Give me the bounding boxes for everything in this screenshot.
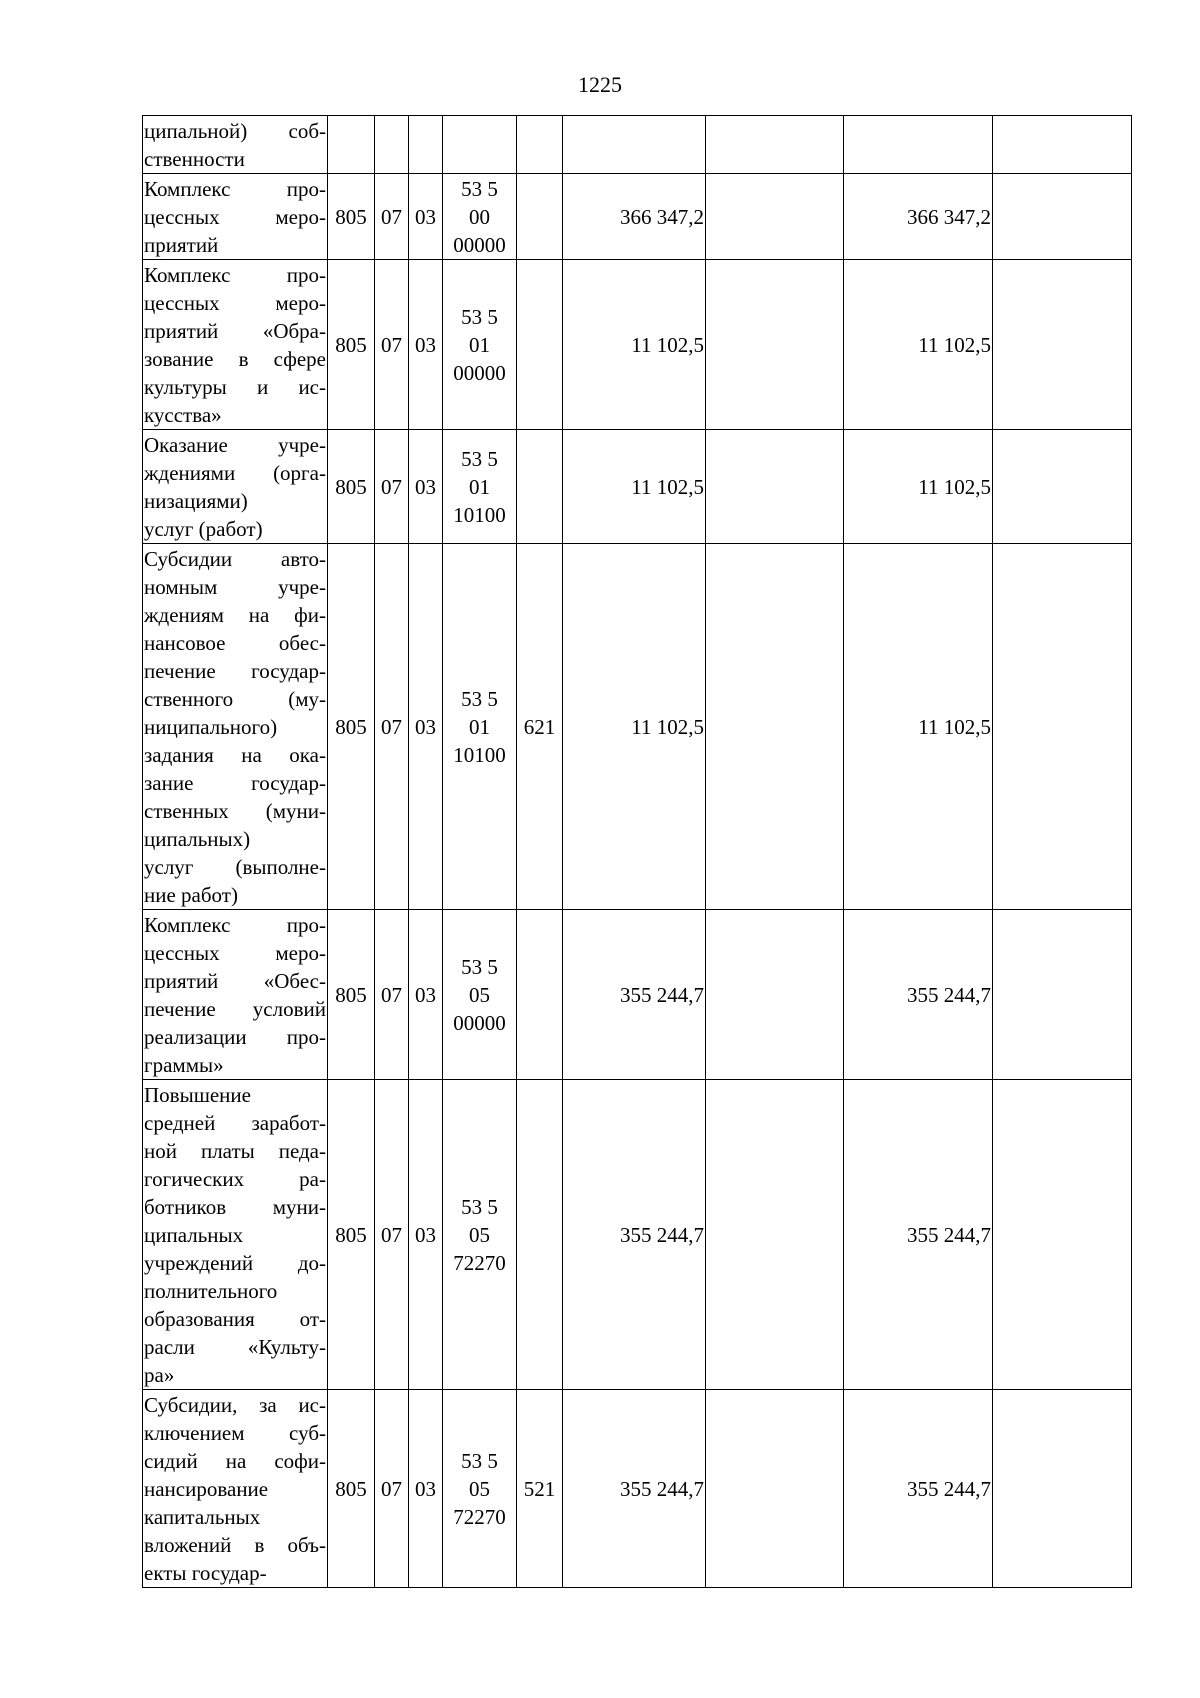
target-article-code — [443, 1080, 517, 1390]
target-article-code — [443, 260, 517, 430]
amount-total: 366 347,2 — [563, 174, 706, 260]
row-name-line: зание государ- — [144, 770, 326, 795]
target-article-line: 53 5 — [461, 1194, 498, 1219]
target-article-line: 72270 — [453, 1250, 506, 1275]
amount-col-4 — [993, 1080, 1132, 1390]
row-name-line: ципальной) соб- — [144, 118, 326, 143]
page-number: 1225 — [578, 72, 622, 97]
row-name-line: зование в сфере — [144, 346, 326, 371]
target-article-line: 00000 — [453, 1010, 506, 1035]
target-article-line: 00000 — [453, 232, 506, 257]
amount-col-2 — [706, 910, 844, 1080]
amount-col-3: 11 102,5 — [844, 544, 993, 910]
row-name-line: ждениями (орга- — [144, 460, 326, 485]
target-article-line: 53 5 — [461, 176, 498, 201]
row-name-line: Оказание учре- — [144, 432, 326, 457]
section-code: 07 — [375, 260, 409, 430]
row-name-line: ключением суб- — [144, 1420, 326, 1445]
table-row — [143, 116, 1132, 174]
amount-col-2 — [706, 116, 844, 174]
target-article-code — [443, 116, 517, 174]
row-name-line: капитальных — [144, 1504, 261, 1529]
row-name-line: низациями) — [144, 488, 248, 513]
row-name — [143, 260, 328, 430]
amount-col-2 — [706, 260, 844, 430]
row-name-line: услуг (работ) — [144, 516, 263, 541]
row-name-line: ра» — [144, 1362, 175, 1387]
table-row — [143, 910, 1132, 1080]
target-article-code — [443, 430, 517, 544]
target-article-line: 01 — [469, 332, 490, 357]
row-name-line: вложений в объ- — [144, 1532, 326, 1557]
row-name-line: Комплекс про- — [144, 262, 326, 287]
expense-type-code — [517, 910, 563, 1080]
target-article-line: 01 — [469, 714, 490, 739]
amount-col-2 — [706, 544, 844, 910]
row-name-line: кусства» — [144, 402, 222, 427]
budget-table — [142, 115, 1132, 1588]
amount-total: 11 102,5 — [563, 430, 706, 544]
target-article-code — [443, 910, 517, 1080]
ved-code: 805 — [328, 174, 375, 260]
row-name — [143, 116, 328, 174]
row-name-line: цессных меро- — [144, 940, 326, 965]
amount-col-2 — [706, 1080, 844, 1390]
row-name-line: граммы» — [144, 1052, 224, 1077]
row-name-line: образования от- — [144, 1306, 326, 1331]
row-name-line: приятий «Обра- — [144, 318, 326, 343]
row-name-line: ципальных — [144, 1222, 244, 1247]
table-row — [143, 1080, 1132, 1390]
row-name-line: цессных меро- — [144, 290, 326, 315]
row-name-line: культуры и ис- — [144, 374, 326, 399]
amount-total: 355 244,7 — [563, 1390, 706, 1588]
table-row — [143, 174, 1132, 260]
row-name — [143, 1390, 328, 1588]
row-name-line: ственности — [144, 146, 245, 171]
section-code: 07 — [375, 174, 409, 260]
subsection-code: 03 — [409, 174, 443, 260]
expense-type-code — [517, 260, 563, 430]
target-article-line: 72270 — [453, 1504, 506, 1529]
row-name-line: нансовое обес- — [144, 630, 326, 655]
row-name-line: Субсидии, за ис- — [144, 1392, 326, 1417]
amount-total: 11 102,5 — [563, 544, 706, 910]
table-row — [143, 544, 1132, 910]
ved-code: 805 — [328, 1390, 375, 1588]
amount-col-3 — [844, 116, 993, 174]
ved-code: 805 — [328, 1080, 375, 1390]
expense-type-code — [517, 116, 563, 174]
row-name-line: сидий на софи- — [144, 1448, 326, 1473]
ved-code: 805 — [328, 910, 375, 1080]
amount-col-4 — [993, 1390, 1132, 1588]
expense-type-code — [517, 1080, 563, 1390]
amount-col-2 — [706, 430, 844, 544]
target-article-line: 05 — [469, 982, 490, 1007]
ved-code — [328, 116, 375, 174]
target-article-line: 53 5 — [461, 304, 498, 329]
section-code: 07 — [375, 430, 409, 544]
target-article-line: 05 — [469, 1222, 490, 1247]
amount-col-4 — [993, 260, 1132, 430]
row-name-line: печение условий — [144, 996, 326, 1021]
row-name-line: ботников муни- — [144, 1194, 326, 1219]
row-name-line: ной платы педа- — [144, 1138, 326, 1163]
amount-total: 11 102,5 — [563, 260, 706, 430]
table-body — [143, 116, 1132, 1588]
row-name-line: Комплекс про- — [144, 912, 326, 937]
table-row — [143, 430, 1132, 544]
row-name-line: екты государ- — [144, 1560, 267, 1585]
row-name-line: цессных меро- — [144, 204, 326, 229]
amount-total: 355 244,7 — [563, 1080, 706, 1390]
subsection-code: 03 — [409, 544, 443, 910]
expense-type-code: 621 — [517, 544, 563, 910]
section-code: 07 — [375, 544, 409, 910]
target-article-line: 53 5 — [461, 446, 498, 471]
amount-col-2 — [706, 174, 844, 260]
target-article-line: 53 5 — [461, 1448, 498, 1473]
subsection-code: 03 — [409, 430, 443, 544]
row-name-line: задания на ока- — [144, 742, 326, 767]
amount-col-3: 355 244,7 — [844, 910, 993, 1080]
row-name-line: печение государ- — [144, 658, 326, 683]
amount-col-3: 366 347,2 — [844, 174, 993, 260]
ved-code: 805 — [328, 544, 375, 910]
amount-col-4 — [993, 174, 1132, 260]
section-code: 07 — [375, 910, 409, 1080]
target-article-line: 00 — [469, 204, 490, 229]
row-name-line: Комплекс про- — [144, 176, 326, 201]
row-name-line: приятий «Обес- — [144, 968, 326, 993]
amount-col-3: 11 102,5 — [844, 430, 993, 544]
target-article-line: 53 5 — [461, 954, 498, 979]
target-article-line: 05 — [469, 1476, 490, 1501]
target-article-line: 10100 — [453, 742, 506, 767]
target-article-code — [443, 544, 517, 910]
subsection-code: 03 — [409, 260, 443, 430]
target-article-line: 01 — [469, 474, 490, 499]
row-name-line: ципальных) — [144, 826, 251, 851]
row-name-line: ственных (муни- — [144, 798, 326, 823]
row-name-line: номным учре- — [144, 574, 326, 599]
expense-type-code: 521 — [517, 1390, 563, 1588]
row-name-line: приятий — [144, 232, 219, 257]
row-name-line: ние работ) — [144, 882, 238, 907]
row-name-line: ждениям на фи- — [144, 602, 326, 627]
ved-code: 805 — [328, 260, 375, 430]
row-name — [143, 174, 328, 260]
row-name-line: средней заработ- — [144, 1110, 326, 1135]
row-name-line: Повышение — [144, 1082, 251, 1107]
ved-code: 805 — [328, 430, 375, 544]
expense-type-code — [517, 174, 563, 260]
subsection-code: 03 — [409, 910, 443, 1080]
amount-col-4 — [993, 910, 1132, 1080]
section-code — [375, 116, 409, 174]
target-article-code — [443, 174, 517, 260]
subsection-code: 03 — [409, 1390, 443, 1588]
amount-col-3: 355 244,7 — [844, 1390, 993, 1588]
amount-total — [563, 116, 706, 174]
table-row — [143, 260, 1132, 430]
target-article-code — [443, 1390, 517, 1588]
table-row — [143, 1390, 1132, 1588]
row-name — [143, 910, 328, 1080]
amount-col-2 — [706, 1390, 844, 1588]
target-article-line: 10100 — [453, 502, 506, 527]
row-name — [143, 430, 328, 544]
subsection-code: 03 — [409, 1080, 443, 1390]
amount-total: 355 244,7 — [563, 910, 706, 1080]
amount-col-4 — [993, 430, 1132, 544]
row-name — [143, 1080, 328, 1390]
subsection-code — [409, 116, 443, 174]
section-code: 07 — [375, 1390, 409, 1588]
row-name-line: услуг (выполне- — [144, 854, 326, 879]
row-name-line: нансирование — [144, 1476, 269, 1501]
amount-col-3: 355 244,7 — [844, 1080, 993, 1390]
row-name-line: полнительного — [144, 1278, 278, 1303]
row-name-line: учреждений до- — [144, 1250, 326, 1275]
expense-type-code — [517, 430, 563, 544]
row-name-line: реализации про- — [144, 1024, 326, 1049]
row-name — [143, 544, 328, 910]
amount-col-4 — [993, 116, 1132, 174]
section-code: 07 — [375, 1080, 409, 1390]
row-name-line: расли «Культу- — [144, 1334, 326, 1359]
target-article-line: 53 5 — [461, 686, 498, 711]
amount-col-4 — [993, 544, 1132, 910]
row-name-line: ственного (му- — [144, 686, 326, 711]
row-name-line: гогических ра- — [144, 1166, 326, 1191]
row-name-line: Субсидии авто- — [144, 546, 326, 571]
row-name-line: ниципального) — [144, 714, 278, 739]
target-article-line: 00000 — [453, 360, 506, 385]
amount-col-3: 11 102,5 — [844, 260, 993, 430]
